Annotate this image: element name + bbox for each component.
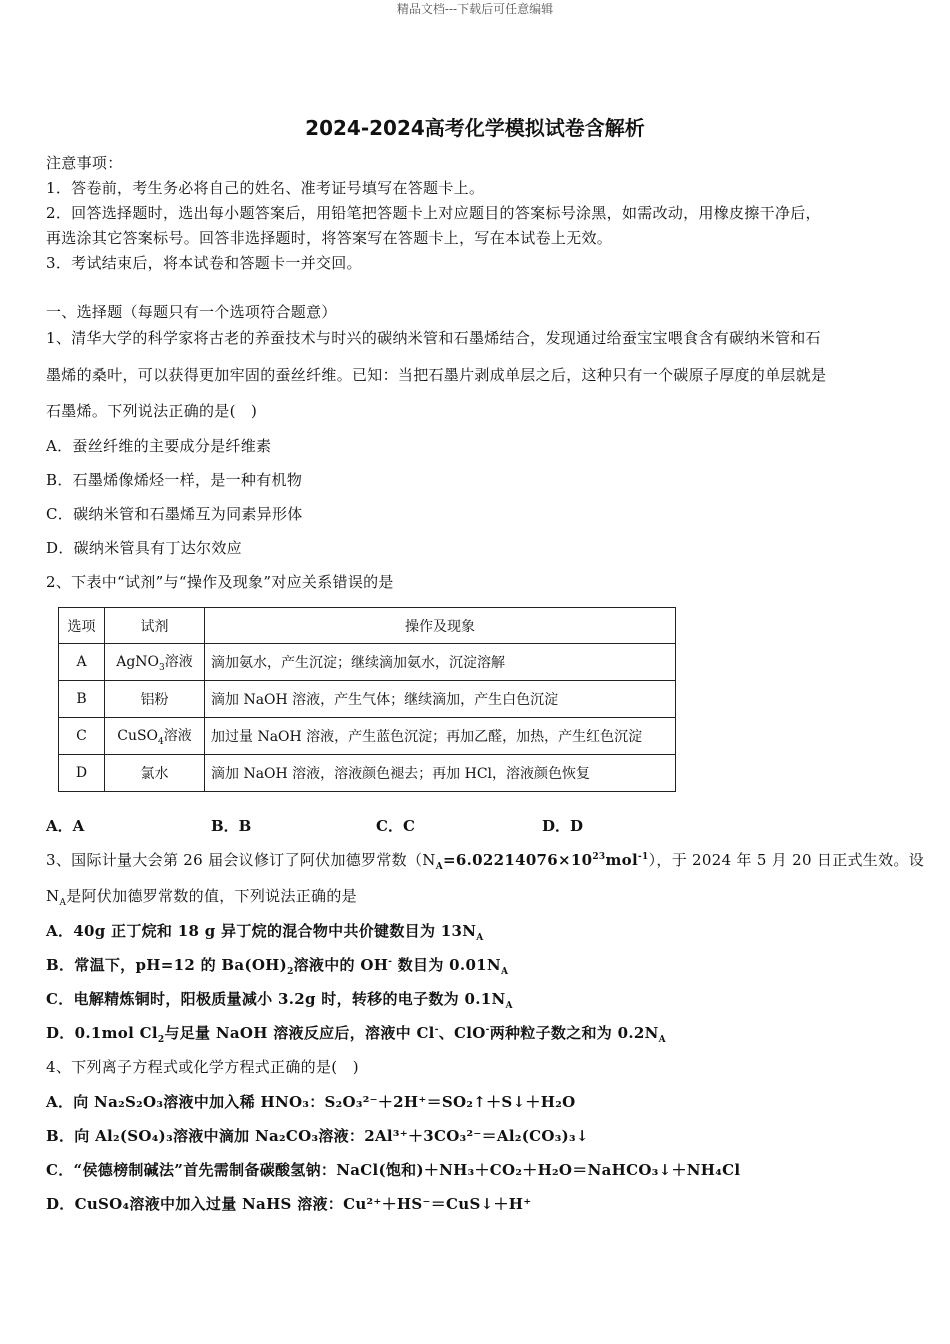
- q3-stem-text: N: [46, 887, 60, 905]
- q3-subscript: A: [59, 898, 67, 908]
- reagent-subscript: 3: [159, 662, 165, 673]
- q1-option-c: C．碳纳米管和石墨烯互为同素异形体: [46, 505, 303, 523]
- q3-unit-exponent: -1: [637, 852, 649, 862]
- q4-option-c: C．“侯德榜制碱法”首先需制备碳酸氢钠：NaCl(饱和)＋NH₃＋CO₂＋H₂O＝NaHCO₃↓＋NH₄Cl: [46, 1161, 741, 1179]
- q3-option-b: B．常温下，pH=12 的 $Ba(OH)_2$溶液中的 OH- 数目为 $0.01N_A$: [46, 956, 509, 977]
- q3-subscript: A: [435, 862, 443, 872]
- q3-option-d: D．0.1mol $Cl_2$与足量 NaOH 溶液反应后，溶液中 Cl-、ClO-两种粒子数之和为 $0.2N_A$: [46, 1024, 666, 1045]
- q3-stem-line: [46, 849, 924, 872]
- q3-option-text: 与足量 NaOH 溶液反应后，溶液中 Cl: [164, 1024, 435, 1042]
- notice-item: 1．答卷前，考生务必将自己的姓名、准考证号填写在答题卡上。: [46, 179, 485, 197]
- q3-subscript: A: [476, 933, 484, 943]
- table-header-cell: 选项: [59, 608, 105, 644]
- q3-stem-text: 3、国际计量大会第 26 届会议修订了阿伏加德罗常数（N: [46, 851, 436, 869]
- reagent-text: AgNO: [116, 654, 160, 671]
- q3-option-text: B．常温下，pH=12 的 Ba(OH): [46, 956, 288, 974]
- reagent-suffix: 溶液: [163, 728, 192, 745]
- table-header-cell: 试剂: [105, 608, 205, 644]
- q2-option-c: C．C: [376, 817, 415, 835]
- q3-exponent: 23: [592, 852, 606, 862]
- table-header-row: [59, 608, 676, 644]
- q2-option-d: D．D: [542, 817, 584, 835]
- q3-option-a: [46, 920, 484, 943]
- q1-option-d: D．碳纳米管具有丁达尔效应: [46, 539, 242, 557]
- notice-item: 2．回答选择题时，选出每小题答案后，用铅笔把答题卡上对应题目的答案标号涂黑，如需改动，用橡皮擦干净后，: [46, 204, 821, 222]
- q2-option-a: A．A: [46, 817, 85, 835]
- notice-item: 3．考试结束后，将本试卷和答题卡一并交回。: [46, 254, 362, 272]
- operation-cell: 滴加 NaOH 溶液，溶液颜色褪去；再加 HCl，溶液颜色恢复: [205, 755, 676, 792]
- q1-option-b: B．石墨烯像烯烃一样，是一种有机物: [46, 471, 303, 489]
- option-cell: A: [59, 644, 105, 681]
- option-cell: C: [59, 718, 105, 755]
- reagent-cell: [105, 644, 205, 681]
- table-row: [59, 681, 676, 718]
- reagent-text: CuSO: [117, 728, 159, 745]
- section-heading: 一、选择题（每题只有一个选项符合题意）: [46, 303, 337, 321]
- reagent-suffix: 溶液: [164, 654, 193, 671]
- q1-stem-line: 1、清华大学的科学家将古老的养蚕技术与时兴的碳纳米管和石墨烯结合，发现通过给蚕宝宝喂食含有碳纳米管和石: [46, 329, 821, 347]
- q2-table: [58, 607, 676, 792]
- option-cell: B: [59, 681, 105, 718]
- q3-option-text: A．40g 正丁烷和 18 g 异丁烷的混合物中共价键数目为 13N: [46, 922, 477, 940]
- q3-option-text: 、ClO: [438, 1024, 486, 1042]
- operation-cell: 滴加 NaOH 溶液，产生气体；继续滴加，产生白色沉淀: [205, 681, 676, 718]
- q1-option-a: A．蚕丝纤维的主要成分是纤维素: [46, 437, 272, 455]
- q3-unit: mol: [605, 851, 638, 869]
- q4-stem: 4、下列离子方程式或化学方程式正确的是( ): [46, 1058, 359, 1076]
- q3-option-text: 两种粒子数之和为 0.2N: [489, 1024, 659, 1042]
- reagent-cell: 氯水: [105, 755, 205, 792]
- reagent-cell: 铝粉: [105, 681, 205, 718]
- q1-stem-line: 石墨烯。下列说法正确的是( ): [46, 402, 258, 420]
- q3-subscript: A: [500, 967, 509, 977]
- notice-heading: 注意事项：: [46, 154, 123, 172]
- q3-option-c: [46, 988, 513, 1011]
- q2-stem: 2、下表中“试剂”与“操作及现象”对应关系错误的是: [46, 573, 394, 591]
- table-row: [59, 755, 676, 792]
- operation-cell: 滴加氨水，产生沉淀；继续滴加氨水，沉淀溶解: [205, 644, 676, 681]
- q3-subscript: A: [658, 1035, 666, 1045]
- q3-option-text: 数目为 0.01N: [392, 956, 501, 974]
- q3-subscript: A: [505, 1001, 513, 1011]
- q3-option-text: 溶液中的 OH: [293, 956, 389, 974]
- page-header: 精品文档---下载后可任意编辑: [396, 2, 554, 16]
- q3-stem-text: ），于 2024 年 5 月 20 日正式生效。设: [648, 851, 925, 869]
- table-row: [59, 718, 676, 755]
- q3-stem-text: 是阿伏加德罗常数的值，下列说法正确的是: [66, 887, 357, 905]
- q3-stem-line: [46, 885, 357, 908]
- operation-cell: 加过量 NaOH 溶液，产生蓝色沉淀；再加乙醛，加热，产生红色沉淀: [205, 718, 676, 755]
- q2-option-b: B．B: [211, 817, 252, 835]
- q3-option-text: C．电解精炼铜时，阳极质量减小 3.2g 时，转移的电子数为 0.1N: [46, 990, 506, 1008]
- q3-option-text: D．0.1mol Cl: [46, 1024, 158, 1042]
- q1-stem-line: 墨烯的桑叶，可以获得更加牢固的蚕丝纤维。已知：当把石墨片剥成单层之后，这种只有一个碳原子厚度的单层就是: [46, 366, 827, 384]
- q4-option-b: B．向 Al₂(SO₄)₃溶液中滴加 Na₂CO₃溶液：2Al³⁺＋3CO₃²⁻＝Al₂(CO₃)₃↓: [46, 1127, 589, 1145]
- notice-item: 再选涂其它答案标号。回答非选择题时，将答案写在答题卡上，写在本试卷上无效。: [46, 229, 613, 247]
- reagent-cell: [105, 718, 205, 755]
- q4-option-a: A．向 Na₂S₂O₃溶液中加入稀 HNO₃：S₂O₃²⁻＋2H⁺＝SO₂↑＋S↓＋H₂O: [46, 1093, 576, 1111]
- table-header-cell: 操作及现象: [205, 608, 676, 644]
- q4-option-d: D．CuSO₄溶液中加入过量 NaHS 溶液：Cu²⁺＋HS⁻＝CuS↓＋H⁺: [46, 1195, 532, 1213]
- reagent-subscript: 4: [158, 736, 164, 747]
- q3-constant: =6.02214076×10: [443, 851, 593, 869]
- option-cell: D: [59, 755, 105, 792]
- table-row: [59, 644, 676, 681]
- page-title: 2024-2024高考化学模拟试卷含解析: [305, 116, 645, 140]
